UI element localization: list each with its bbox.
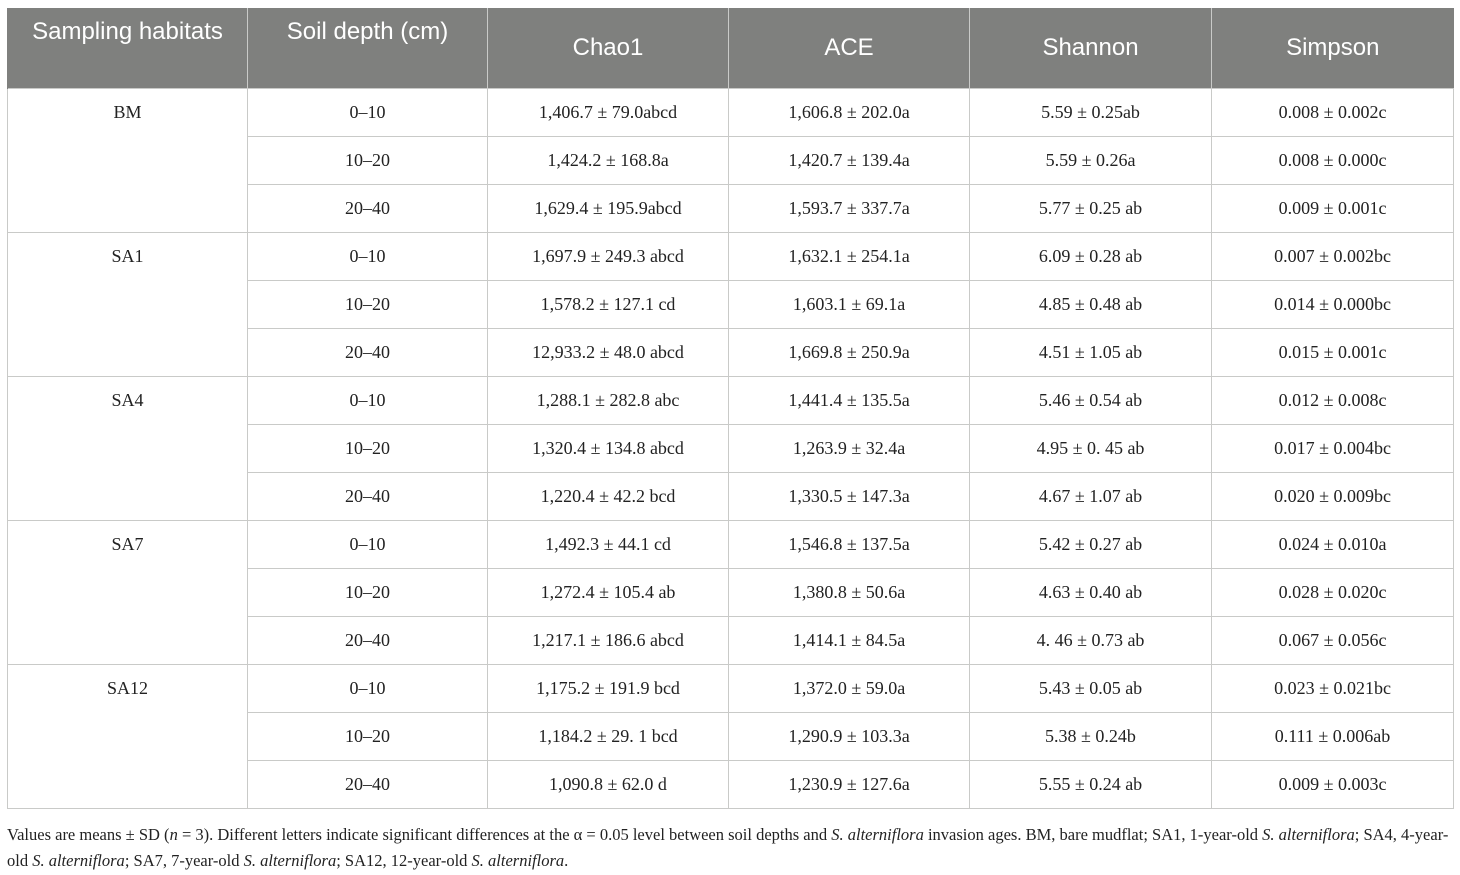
header-habitat: Sampling habitats bbox=[8, 8, 248, 89]
chao1-cell: 1,217.1 ± 186.6 abcd bbox=[488, 617, 729, 665]
simpson-cell: 0.024 ± 0.010a bbox=[1212, 521, 1454, 569]
shannon-cell: 5.38 ± 0.24b bbox=[970, 713, 1212, 761]
ace-cell: 1,330.5 ± 147.3a bbox=[729, 473, 970, 521]
simpson-cell: 0.014 ± 0.000bc bbox=[1212, 281, 1454, 329]
shannon-cell: 5.59 ± 0.25ab bbox=[970, 89, 1212, 137]
footnote-species: S. alterniflora bbox=[32, 851, 125, 870]
depth-cell: 10–20 bbox=[248, 137, 488, 185]
depth-cell: 10–20 bbox=[248, 281, 488, 329]
ace-cell: 1,290.9 ± 103.3a bbox=[729, 713, 970, 761]
ace-cell: 1,606.8 ± 202.0a bbox=[729, 89, 970, 137]
simpson-cell: 0.007 ± 0.002bc bbox=[1212, 233, 1454, 281]
ace-cell: 1,414.1 ± 84.5a bbox=[729, 617, 970, 665]
chao1-cell: 1,090.8 ± 62.0 d bbox=[488, 761, 729, 809]
shannon-cell: 4.85 ± 0.48 ab bbox=[970, 281, 1212, 329]
footnote-n: n bbox=[169, 825, 178, 844]
chao1-cell: 1,220.4 ± 42.2 bcd bbox=[488, 473, 729, 521]
shannon-cell: 5.77 ± 0.25 ab bbox=[970, 185, 1212, 233]
header-ace: ACE bbox=[729, 8, 970, 89]
shannon-cell: 5.42 ± 0.27 ab bbox=[970, 521, 1212, 569]
depth-cell: 10–20 bbox=[248, 569, 488, 617]
ace-cell: 1,632.1 ± 254.1a bbox=[729, 233, 970, 281]
table-row bbox=[8, 233, 1454, 281]
diversity-table bbox=[7, 8, 1454, 809]
ace-cell: 1,603.1 ± 69.1a bbox=[729, 281, 970, 329]
shannon-cell: 4.95 ± 0. 45 ab bbox=[970, 425, 1212, 473]
ace-cell: 1,230.9 ± 127.6a bbox=[729, 761, 970, 809]
footnote-species: S. alterniflora bbox=[243, 851, 337, 870]
depth-cell: 0–10 bbox=[248, 665, 488, 713]
shannon-cell: 4.51 ± 1.05 ab bbox=[970, 329, 1212, 377]
simpson-cell: 0.015 ± 0.001c bbox=[1212, 329, 1454, 377]
ace-cell: 1,380.8 ± 50.6a bbox=[729, 569, 970, 617]
chao1-cell: 1,424.2 ± 168.8a bbox=[488, 137, 729, 185]
footnote-text: = 3). Different letters indicate significant differences at the α = 0.05 level between soil depths and bbox=[177, 825, 832, 844]
footnote-text: ; SA4, 4-year-old bbox=[7, 825, 1449, 870]
depth-cell: 20–40 bbox=[248, 617, 488, 665]
depth-cell: 20–40 bbox=[248, 185, 488, 233]
depth-cell: 0–10 bbox=[248, 377, 488, 425]
header-chao1: Chao1 bbox=[488, 8, 729, 89]
chao1-cell: 1,578.2 ± 127.1 cd bbox=[488, 281, 729, 329]
footnote-text: invasion ages. BM, bare mudflat; SA1, 1-year-old bbox=[923, 825, 1263, 844]
table-footnote bbox=[7, 822, 1453, 874]
shannon-cell: 5.55 ± 0.24 ab bbox=[970, 761, 1212, 809]
footnote-species: S. alterniflora bbox=[471, 851, 565, 870]
chao1-cell: 1,175.2 ± 191.9 bcd bbox=[488, 665, 729, 713]
depth-cell: 0–10 bbox=[248, 233, 488, 281]
header-simpson: Simpson bbox=[1212, 8, 1454, 89]
shannon-cell: 4.63 ± 0.40 ab bbox=[970, 569, 1212, 617]
depth-cell: 0–10 bbox=[248, 521, 488, 569]
ace-cell: 1,669.8 ± 250.9a bbox=[729, 329, 970, 377]
table-row bbox=[8, 89, 1454, 137]
depth-cell: 10–20 bbox=[248, 713, 488, 761]
table-row bbox=[8, 377, 1454, 425]
chao1-cell: 12,933.2 ± 48.0 abcd bbox=[488, 329, 729, 377]
chao1-cell: 1,406.7 ± 79.0abcd bbox=[488, 89, 729, 137]
ace-cell: 1,263.9 ± 32.4a bbox=[729, 425, 970, 473]
habitat-cell: BM bbox=[8, 89, 248, 233]
chao1-cell: 1,288.1 ± 282.8 abc bbox=[488, 377, 729, 425]
simpson-cell: 0.023 ± 0.021bc bbox=[1212, 665, 1454, 713]
footnote-text: Values are means ± SD ( bbox=[7, 825, 170, 844]
simpson-cell: 0.028 ± 0.020c bbox=[1212, 569, 1454, 617]
shannon-cell: 5.43 ± 0.05 ab bbox=[970, 665, 1212, 713]
table-row bbox=[8, 665, 1454, 713]
depth-cell: 0–10 bbox=[248, 89, 488, 137]
simpson-cell: 0.017 ± 0.004bc bbox=[1212, 425, 1454, 473]
chao1-cell: 1,492.3 ± 44.1 cd bbox=[488, 521, 729, 569]
ace-cell: 1,441.4 ± 135.5a bbox=[729, 377, 970, 425]
habitat-cell: SA4 bbox=[8, 377, 248, 521]
header-depth: Soil depth (cm) bbox=[248, 8, 488, 89]
simpson-cell: 0.111 ± 0.006ab bbox=[1212, 713, 1454, 761]
simpson-cell: 0.020 ± 0.009bc bbox=[1212, 473, 1454, 521]
chao1-cell: 1,184.2 ± 29. 1 bcd bbox=[488, 713, 729, 761]
chao1-cell: 1,629.4 ± 195.9abcd bbox=[488, 185, 729, 233]
simpson-cell: 0.067 ± 0.056c bbox=[1212, 617, 1454, 665]
footnote-text: ; SA12, 12-year-old bbox=[336, 851, 472, 870]
simpson-cell: 0.012 ± 0.008c bbox=[1212, 377, 1454, 425]
depth-cell: 20–40 bbox=[248, 473, 488, 521]
chao1-cell: 1,320.4 ± 134.8 abcd bbox=[488, 425, 729, 473]
footnote-text: ; SA7, 7-year-old bbox=[124, 851, 244, 870]
simpson-cell: 0.009 ± 0.001c bbox=[1212, 185, 1454, 233]
depth-cell: 20–40 bbox=[248, 761, 488, 809]
simpson-cell: 0.008 ± 0.002c bbox=[1212, 89, 1454, 137]
ace-cell: 1,593.7 ± 337.7a bbox=[729, 185, 970, 233]
depth-cell: 20–40 bbox=[248, 329, 488, 377]
chao1-cell: 1,697.9 ± 249.3 abcd bbox=[488, 233, 729, 281]
footnote-text: . bbox=[564, 851, 569, 870]
habitat-cell: SA12 bbox=[8, 665, 248, 809]
simpson-cell: 0.009 ± 0.003c bbox=[1212, 761, 1454, 809]
shannon-cell: 4.67 ± 1.07 ab bbox=[970, 473, 1212, 521]
shannon-cell: 5.46 ± 0.54 ab bbox=[970, 377, 1212, 425]
table-row bbox=[8, 521, 1454, 569]
ace-cell: 1,372.0 ± 59.0a bbox=[729, 665, 970, 713]
shannon-cell: 4. 46 ± 0.73 ab bbox=[970, 617, 1212, 665]
header-row bbox=[8, 8, 1454, 89]
ace-cell: 1,546.8 ± 137.5a bbox=[729, 521, 970, 569]
table-container bbox=[7, 8, 1453, 809]
footnote-species: S. alterniflora bbox=[831, 825, 924, 844]
shannon-cell: 6.09 ± 0.28 ab bbox=[970, 233, 1212, 281]
ace-cell: 1,420.7 ± 139.4a bbox=[729, 137, 970, 185]
shannon-cell: 5.59 ± 0.26a bbox=[970, 137, 1212, 185]
footnote-species: S. alterniflora bbox=[1262, 825, 1355, 844]
habitat-cell: SA7 bbox=[8, 521, 248, 665]
chao1-cell: 1,272.4 ± 105.4 ab bbox=[488, 569, 729, 617]
depth-cell: 10–20 bbox=[248, 425, 488, 473]
habitat-cell: SA1 bbox=[8, 233, 248, 377]
header-shannon: Shannon bbox=[970, 8, 1212, 89]
simpson-cell: 0.008 ± 0.000c bbox=[1212, 137, 1454, 185]
